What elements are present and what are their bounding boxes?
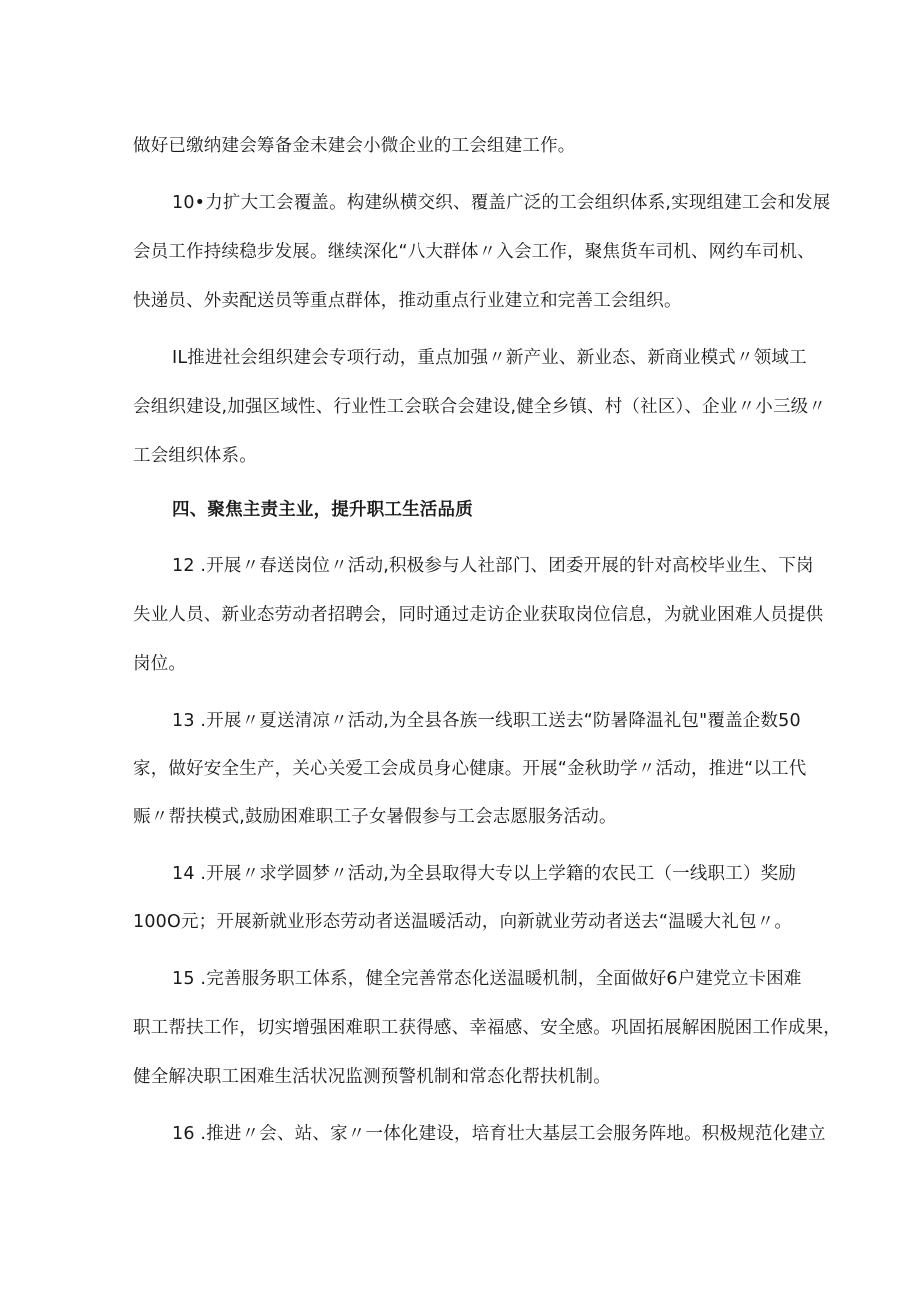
text-line-7: 工会组织体系。	[133, 446, 257, 466]
text-line-18: 职工帮扶工作，切实增强困难职工获得感、幸福感、安全感。巩固拓展解困脱困工作成果，	[133, 1018, 841, 1038]
text-line-17: 15 .完善服务职工体系，健全完善常态化送温暖机制，全面做好6户建党立卡困难	[172, 969, 802, 989]
text-line-4: 快递员、外卖配送员等重点群体，推动重点行业建立和完善工会组织。	[133, 291, 682, 311]
text-line-6: 会组织建设,加强区域性、行业性工会联合会建设,健全乡镇、村（社区）、企业〃小三级〃	[133, 397, 827, 417]
text-line-3: 会员工作持续稳步发展。继续深化“八大群体〃入会工作，聚焦货车司机、网约车司机、	[133, 242, 815, 262]
text-line-14: 赈〃帮扶模式,鼓励困难职工子女暑假参与工会志愿服务活动。	[133, 807, 617, 827]
text-line-9: 12 .开展〃春送岗位〃活动,积极参与人社部门、团委开展的针对高校毕业生、下岗	[172, 556, 814, 576]
section-heading: 四、聚焦主责主业，提升职工生活品质	[172, 500, 473, 520]
text-line-5: IL推进社会组织建会专项行动，重点加强〃新产业、新业态、新商业模式〃领域工	[172, 348, 807, 368]
text-line-16: 100O元；开展新就业形态劳动者送温暖活动，向新就业劳动者送去“温暖大礼包〃。	[133, 912, 793, 932]
text-line-13: 家，做好安全生产，关心关爱工会成员身心健康。开展“金秋助学〃活动，推进“以工代	[133, 759, 807, 779]
text-line-20: 16 .推进〃会、站、家〃一体化建设，培育壮大基层工会服务阵地。积极规范化建立	[172, 1124, 826, 1144]
text-line-11: 岗位。	[133, 654, 187, 674]
text-line-15: 14 .开展〃求学圆梦〃活动,为全县取得大专以上学籍的农民工（一线职工）奖励	[172, 864, 797, 884]
text-line-1: 做好已缴纳建会筹备金未建会小微企业的工会组建工作。	[133, 136, 576, 156]
text-line-2: 10•力扩大工会覆盖。构建纵横交织、覆盖广泛的工会组织体系,实现组建工会和发展	[172, 193, 831, 213]
text-line-12: 13 .开展〃夏送清凉〃活动,为全县各族一线职工送去“防暑降温礼包"覆盖企数50	[172, 711, 801, 731]
text-line-19: 健全解决职工困难生活状况监测预警机制和常态化帮扶机制。	[133, 1067, 611, 1087]
text-line-10: 失业人员、新业态劳动者招聘会，同时通过走访企业获取岗位信息，为就业困难人员提供	[133, 605, 824, 625]
